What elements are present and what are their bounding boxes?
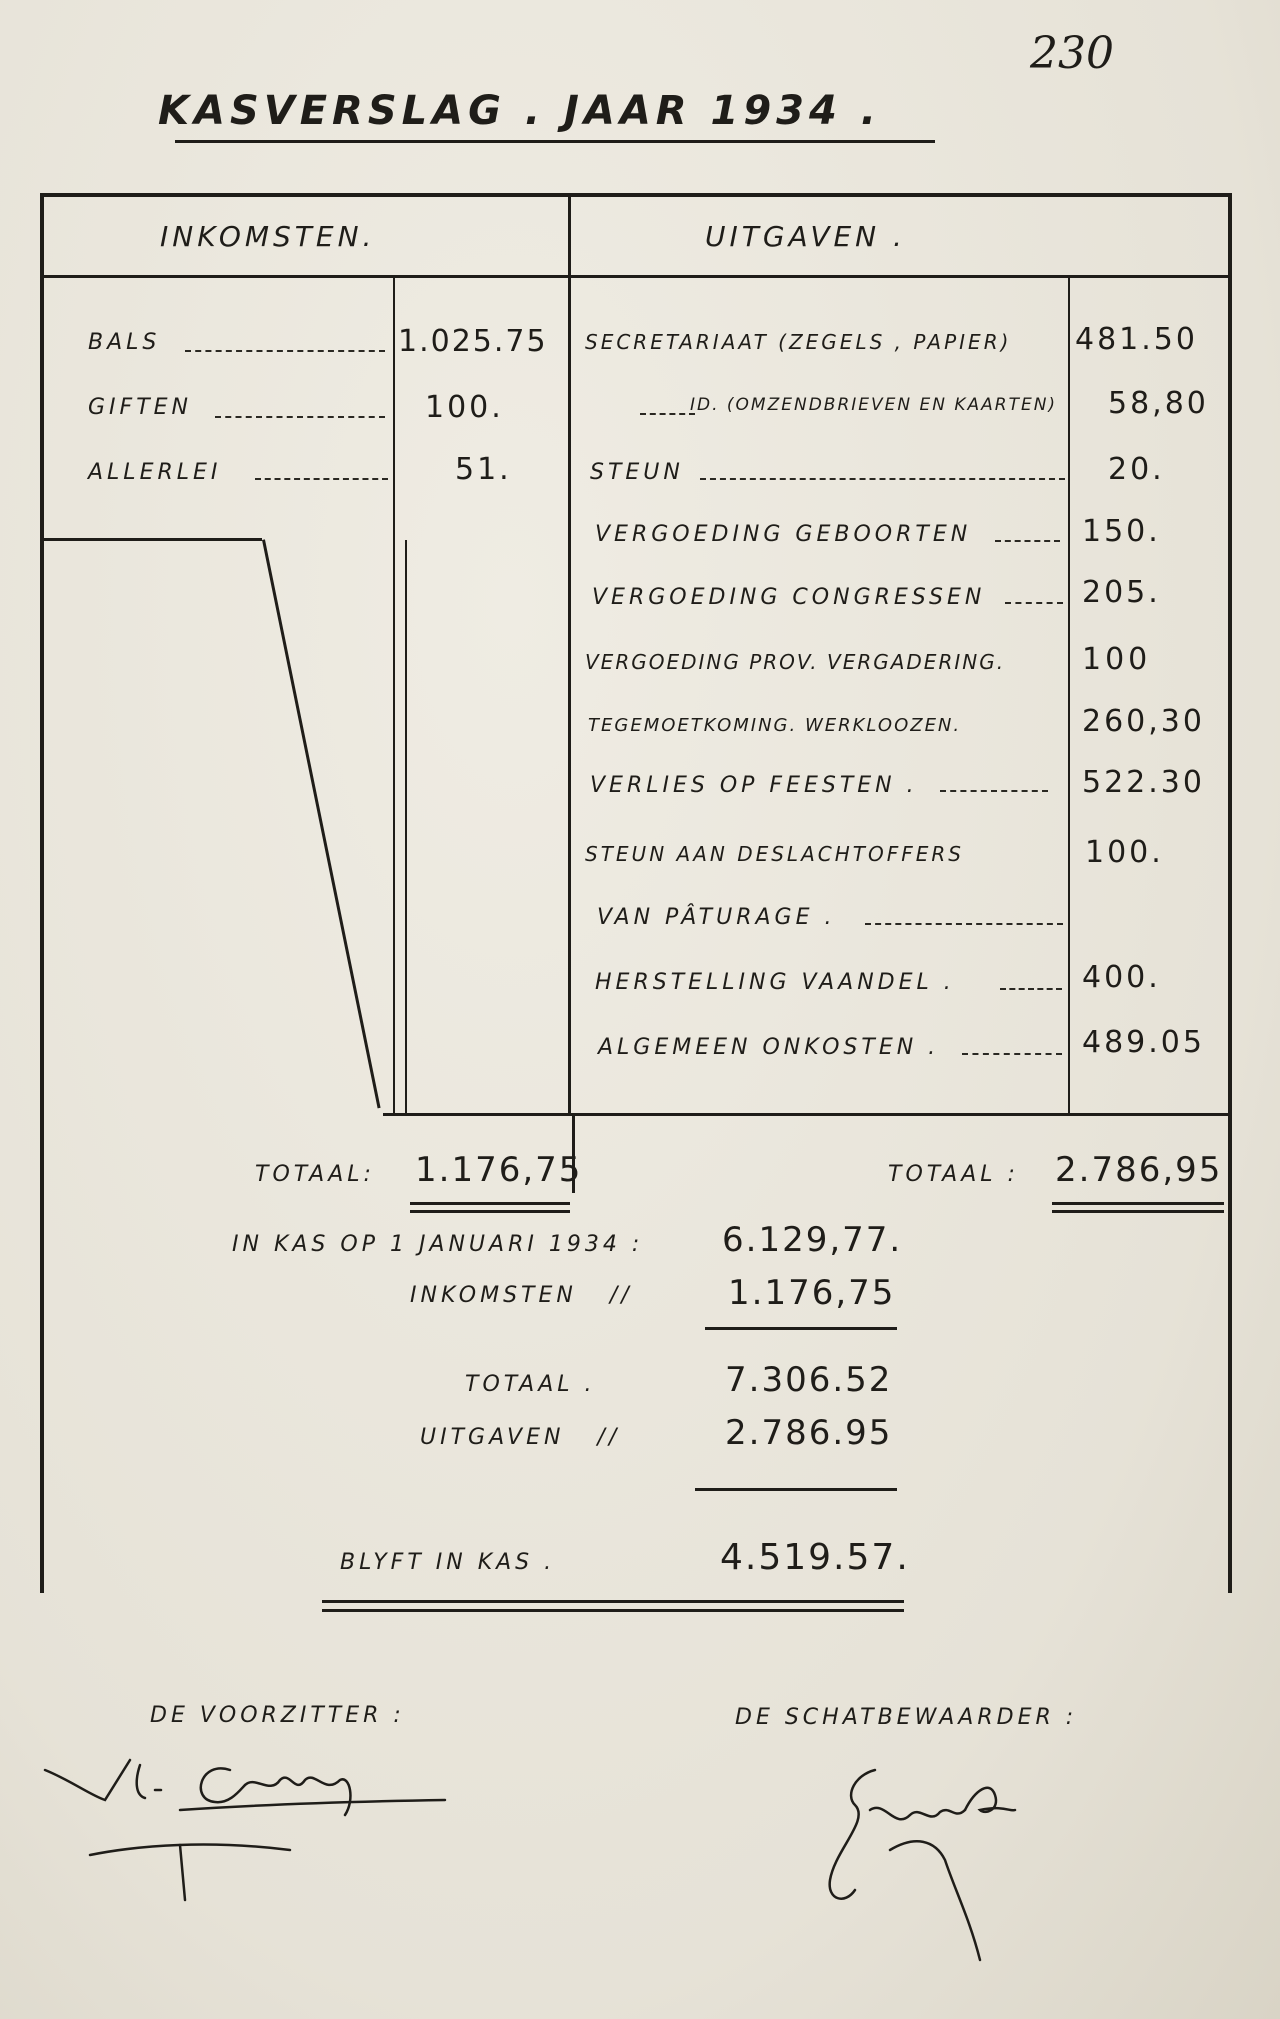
chairman-signature: [40, 1740, 460, 1910]
summary-amount: 2.786.95: [725, 1413, 893, 1453]
expense-item-amount: 260,30: [1082, 704, 1205, 739]
header-divider: [40, 275, 1232, 278]
final-double-rule: [322, 1600, 904, 1603]
expense-item-amount: 481.50: [1075, 322, 1198, 357]
expense-item-label: VERGOEDING GEBOORTEN: [595, 522, 972, 547]
leader-dots: [700, 478, 1065, 480]
summary-label: TOTAAL .: [465, 1372, 596, 1397]
expense-item-amount: 205.: [1082, 575, 1161, 610]
income-item-amount: 100.: [425, 390, 504, 425]
summary-label: BLYFT IN KAS .: [340, 1550, 556, 1575]
expense-item-label: ALGEMEEN ONKOSTEN .: [598, 1035, 940, 1060]
leader-dots: [962, 1053, 1062, 1055]
income-item-label: GIFTEN: [88, 395, 192, 420]
income-item-label: BALS: [88, 330, 161, 355]
income-total-underline-2: [410, 1210, 570, 1213]
expenses-total-value: 2.786,95: [1055, 1150, 1223, 1190]
leader-dots: [995, 540, 1060, 542]
summary-label: INKOMSTEN //: [410, 1283, 633, 1308]
leader-dots: [865, 923, 1063, 925]
leader-dots: [185, 350, 385, 352]
expense-item-label: TEGEMOETKOMING. WERKLOOZEN.: [588, 715, 962, 736]
income-total-underline: [410, 1202, 570, 1205]
expense-item-label: STEUN AAN DESLACHTOFFERS: [585, 842, 964, 866]
expenses-total-underline-2: [1052, 1210, 1224, 1213]
center-divider: [568, 193, 571, 1115]
leader-dots: [255, 478, 388, 480]
leader-dots: [640, 413, 695, 415]
expense-item-label: STEUN: [590, 460, 684, 485]
title-underline: [175, 140, 935, 143]
income-item-amount: 51.: [455, 452, 512, 487]
expense-item-amount: 20.: [1108, 452, 1165, 487]
expense-amount-column-left: [1068, 275, 1070, 1115]
income-header: INKOMSTEN.: [160, 220, 376, 253]
summary-label: UITGAVEN //: [420, 1425, 621, 1450]
expense-item-label: VERLIES OP FEESTEN .: [590, 773, 918, 798]
expense-item-amount: 58,80: [1108, 386, 1209, 421]
expense-item-label: HERSTELLING VAANDEL .: [595, 970, 955, 995]
summary-amount: 7.306.52: [725, 1360, 893, 1400]
expenses-total-underline: [1052, 1202, 1224, 1205]
expense-item-amount: 400.: [1082, 960, 1161, 995]
page-number: 230: [1030, 28, 1114, 79]
body-bottom-line: [383, 1113, 1232, 1116]
income-item-amount: 1.025.75: [398, 324, 548, 359]
chairman-label: DE VOORZITTER :: [150, 1703, 405, 1728]
summary-amount: 1.176,75: [728, 1273, 896, 1313]
income-amount-column-left-lower: [405, 540, 407, 1115]
page-title: KASVERSLAG . JAAR 1934 .: [158, 88, 881, 134]
expense-item-label: VERGOEDING CONGRESSEN: [592, 585, 986, 610]
income-amount-column-left: [393, 275, 395, 1115]
leader-dots: [940, 790, 1048, 792]
income-item-label: ALLERLEI: [88, 460, 222, 485]
final-double-rule-2: [322, 1609, 904, 1612]
summary-label: IN KAS OP 1 JANUARI 1934 :: [232, 1232, 644, 1257]
expense-item-amount: 489.05: [1082, 1025, 1205, 1060]
expense-item-amount: 150.: [1082, 514, 1161, 549]
leader-dots: [1005, 602, 1063, 604]
expenses-total-label: TOTAAL :: [888, 1162, 1019, 1187]
treasurer-label: DE SCHATBEWAARDER :: [735, 1705, 1078, 1730]
expense-item-amount: 100: [1082, 642, 1152, 677]
left-fill-top: [40, 538, 262, 541]
treasurer-signature: [815, 1750, 1075, 1990]
table-top-border: [40, 193, 1232, 197]
leader-dots: [1000, 988, 1062, 990]
left-fill-diagonal: [262, 539, 381, 1108]
expenses-header: UITGAVEN .: [705, 220, 906, 253]
table-right-border: [1228, 193, 1232, 1593]
leader-dots: [215, 416, 385, 418]
income-total-value: 1.176,75: [415, 1150, 583, 1190]
table-left-border: [40, 193, 44, 1593]
income-total-label: TOTAAL:: [255, 1162, 375, 1187]
summary-rule: [695, 1488, 897, 1491]
expense-item-label: VERGOEDING PROV. VERGADERING.: [585, 650, 1006, 674]
expense-item-amount: 522.30: [1082, 765, 1205, 800]
expense-item-label: ID. (OMZENDBRIEVEN EN KAARTEN): [690, 395, 1058, 415]
expense-item-label: VAN PÂTURAGE .: [597, 905, 836, 930]
summary-amount: 6.129,77.: [722, 1220, 903, 1260]
summary-rule: [705, 1327, 897, 1330]
expense-item-label: SECRETARIAAT (ZEGELS , PAPIER): [585, 330, 1012, 354]
expense-item-amount: 100.: [1085, 835, 1164, 870]
summary-amount: 4.519.57.: [720, 1537, 910, 1578]
